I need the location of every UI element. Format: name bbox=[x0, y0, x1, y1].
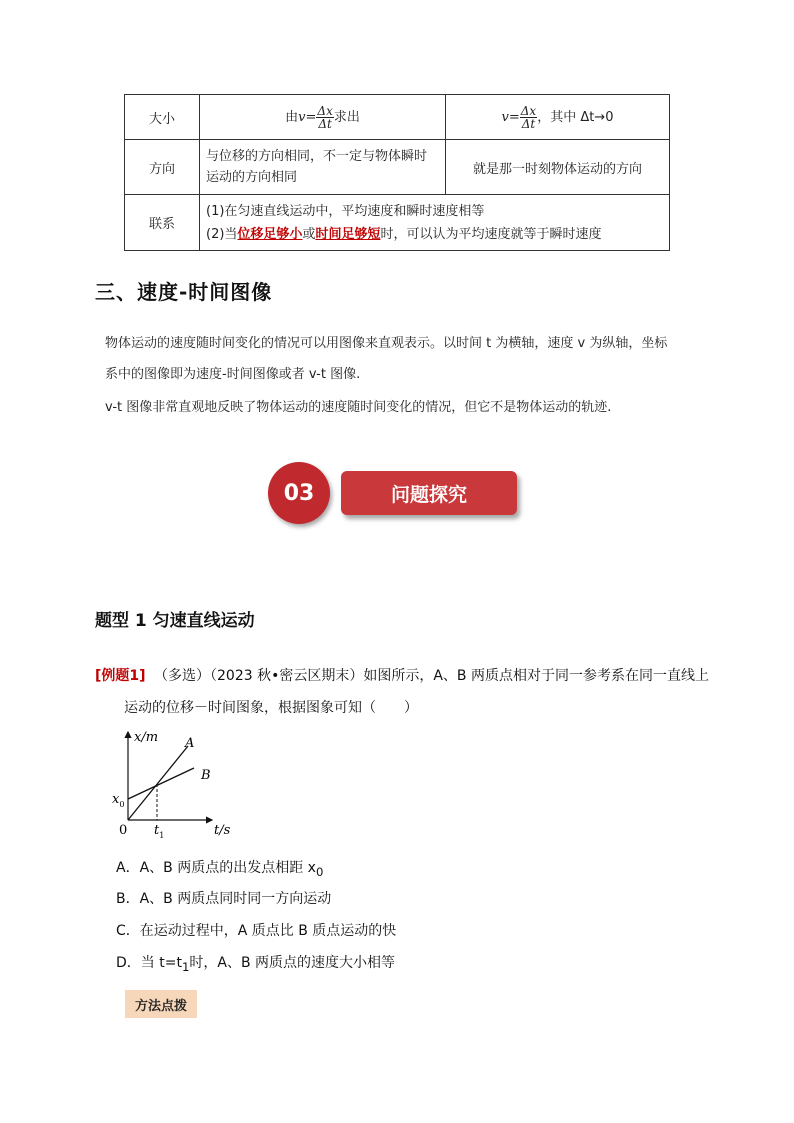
cell bbox=[446, 95, 670, 140]
line-b-label: B bbox=[201, 768, 211, 783]
question-text: （多选）（2023 秋•密云区期末）如图所示，A、B 两质点相对于同一参考系在同一直线上 bbox=[154, 668, 709, 684]
cell: 就是那一时刻物体运动的方向 bbox=[446, 140, 670, 195]
position-time-graph bbox=[108, 728, 248, 840]
option-d[interactable]: D．当 $t=t_1$时，A、B 两质点的速度大小相等 bbox=[116, 955, 396, 974]
comparison-table bbox=[124, 94, 670, 251]
question-type-title: 题型 1 匀速直线运动 bbox=[95, 611, 255, 631]
row-label: 联系 bbox=[125, 195, 200, 251]
cell-text: (1)在匀速直线运动中，平均速度和瞬时速度相等 bbox=[206, 203, 485, 219]
line-a bbox=[128, 746, 188, 820]
cell-text: (2)当位移足够小或时间足够短时，可以认为平均速度就等于瞬时速度 bbox=[206, 226, 602, 242]
paragraph-line: 物体运动的速度随时间变化的情况可以用图像来直观表示。以时间 t 为横轴，速度 v 为纵轴，坐标 bbox=[105, 336, 668, 351]
x-axis-label: t/s bbox=[214, 823, 231, 838]
origin-label: 0 bbox=[119, 823, 128, 838]
section-number-badge: 03 bbox=[268, 462, 330, 524]
table-row bbox=[125, 95, 670, 140]
section-title: 三、速度-时间图像 bbox=[95, 280, 273, 304]
option-c[interactable]: C．在运动过程中，A 质点比 B 质点运动的快 bbox=[116, 923, 397, 939]
table-row bbox=[125, 195, 670, 251]
highlight-text: 位移足够小 bbox=[237, 226, 303, 242]
cell-text: ，其中 Δt→0 bbox=[537, 109, 614, 125]
cell-text: 由 bbox=[285, 109, 299, 125]
cell: 与位移的方向相同，不一定与物体瞬时运动的方向相同 bbox=[200, 140, 446, 195]
question-text: 运动的位移－时间图象，根据图象可知（ ） bbox=[124, 700, 418, 716]
paragraph-line: 系中的图像即为速度-时间图像或者 v-t 图像. bbox=[105, 367, 361, 382]
t1-label: $t_1$ bbox=[154, 823, 165, 840]
formula-fraction: $\frac{\Delta x}{\Delta t}$ bbox=[317, 103, 333, 131]
y-axis-label: x/m bbox=[134, 730, 159, 745]
formula-symbol: v= bbox=[501, 109, 520, 125]
option-a[interactable]: A．A、B 两质点的出发点相距 $x_0$ bbox=[116, 860, 324, 879]
highlight-text: 时间足够短 bbox=[315, 226, 381, 242]
section-banner: 问题探究 bbox=[341, 471, 517, 515]
line-a-label: A bbox=[185, 736, 195, 751]
cell bbox=[200, 95, 446, 140]
cell bbox=[200, 195, 670, 251]
row-label: 大小 bbox=[125, 95, 200, 140]
example-tag: [例题1] bbox=[95, 668, 146, 684]
option-b[interactable]: B．A、B 两质点同时同一方向运动 bbox=[116, 891, 332, 907]
method-tip-label: 方法点拨 bbox=[125, 990, 197, 1018]
line-b bbox=[128, 768, 194, 799]
row-label: 方向 bbox=[125, 140, 200, 195]
formula-fraction: $\frac{\Delta x}{\Delta t}$ bbox=[520, 103, 537, 131]
table-row bbox=[125, 140, 670, 195]
formula-symbol: v= bbox=[298, 109, 317, 125]
paragraph-line: v-t 图像非常直观地反映了物体运动的速度随时间变化的情况，但它不是物体运动的轨迹. bbox=[105, 400, 612, 415]
cell-text: 求出 bbox=[333, 109, 360, 125]
x0-label: $x_0$ bbox=[112, 792, 125, 809]
